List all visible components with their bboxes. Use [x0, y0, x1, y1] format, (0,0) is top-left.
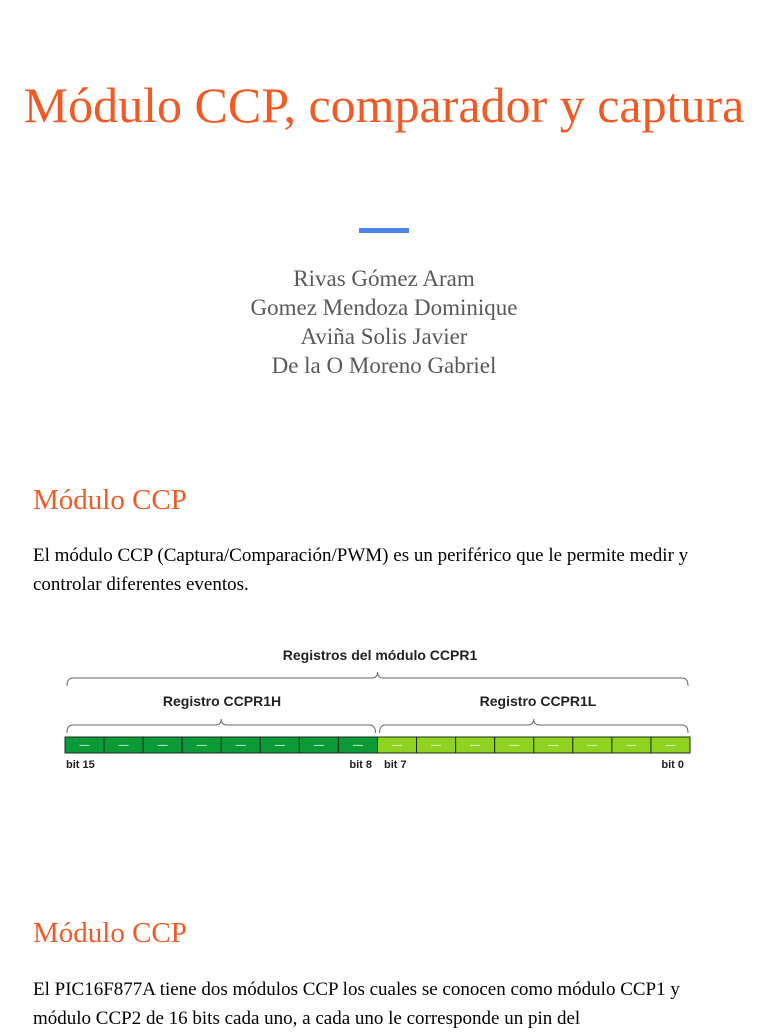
section-text: El módulo CCP (Captura/Comparación/PWM) es un periférico que le permite medir y controlar diferentes eventos.	[33, 545, 689, 595]
bit-cell-mark: —	[665, 740, 676, 751]
bit-cell-mark: —	[392, 740, 403, 751]
section-title: Módulo CCP	[33, 917, 187, 949]
register-diagram	[50, 640, 710, 780]
section-title: Módulo CCP	[33, 484, 187, 516]
page-title: Módulo CCP, comparador y captura	[23, 77, 745, 133]
bit-cell-mark: —	[352, 740, 363, 751]
author-name: Gomez Mendoza Dominique	[250, 295, 518, 320]
bit-label: bit 8	[349, 759, 372, 771]
low-brace	[380, 719, 689, 733]
bit-cell-mark: —	[157, 740, 168, 751]
bit-cell-mark: —	[431, 740, 442, 751]
bit-cell-mark: —	[587, 740, 598, 751]
bit-cell-mark: —	[196, 740, 207, 751]
overall-brace	[67, 672, 688, 686]
low-register-label: Registro CCPR1L	[479, 693, 597, 709]
bit-cell-mark: —	[79, 740, 90, 751]
bit-cell-mark: —	[470, 740, 481, 751]
bit-cell-mark: —	[313, 740, 324, 751]
title-divider	[359, 228, 409, 233]
author-name: Rivas Gómez Aram	[293, 266, 475, 291]
bit-label: bit 0	[661, 759, 684, 771]
bit-cell-mark: —	[548, 740, 559, 751]
author-name: De la O Moreno Gabriel	[271, 353, 497, 378]
bit-label: bit 7	[384, 759, 407, 771]
high-register-label: Registro CCPR1H	[162, 693, 282, 709]
diagram-title: Registros del módulo CCPR1	[282, 647, 478, 663]
bit-label: bit 15	[66, 759, 95, 771]
bit-cell-mark: —	[274, 740, 285, 751]
author-name: Aviña Solis Javier	[300, 324, 468, 349]
bit-cell-mark: —	[626, 740, 637, 751]
high-brace	[67, 719, 376, 733]
bit-cells	[65, 737, 690, 753]
bit-cell-mark: —	[118, 740, 129, 751]
section-text: El PIC16F877A tiene dos módulos CCP los cuales se conocen como módulo CCP1 y módulo CCP2 de 16 bits cada uno, a cada uno le corresponde un pin del	[33, 979, 680, 1029]
bit-cell-mark: —	[509, 740, 520, 751]
author-list	[0, 264, 768, 380]
bit-cell-mark: —	[235, 740, 246, 751]
